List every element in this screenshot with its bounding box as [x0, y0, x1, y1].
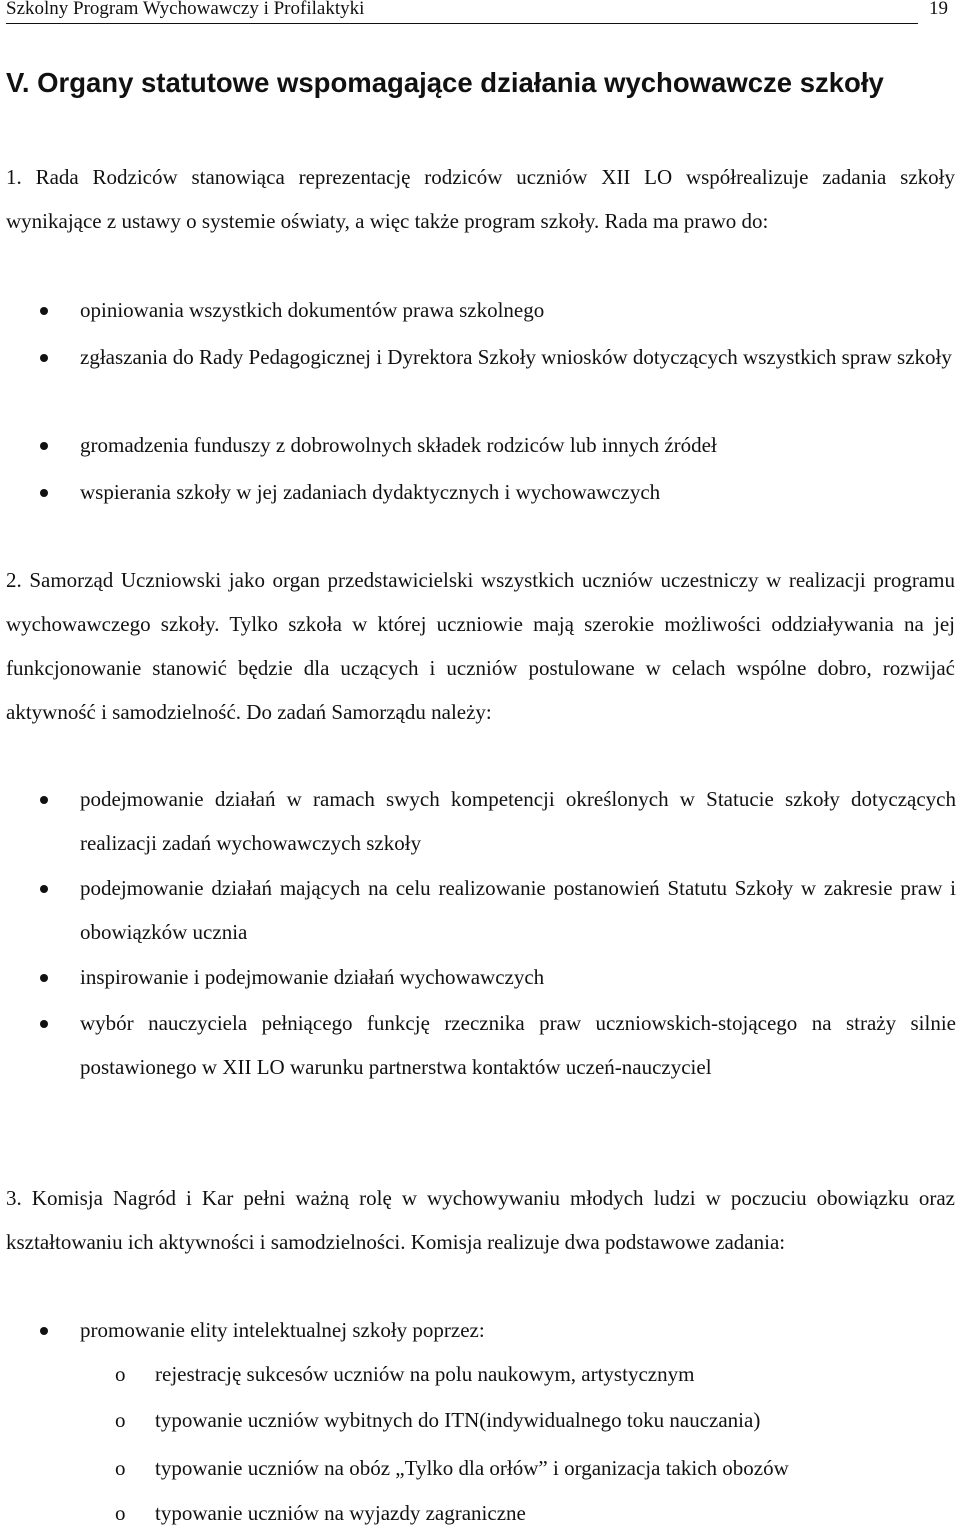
- bullet-icon: [40, 489, 48, 497]
- sub-list-item: [115, 1352, 955, 1396]
- sub-list-item-text: typowanie uczniów wybitnych do ITN(indywidualnego toku nauczania): [155, 1408, 761, 1432]
- sub-list-item: [115, 1446, 955, 1490]
- list-item: [80, 335, 956, 379]
- header-divider: [6, 23, 918, 24]
- sub-list-item-text: rejestrację sukcesów uczniów na polu naukowym, artystycznym: [155, 1362, 695, 1386]
- list-item: [80, 1308, 956, 1352]
- list-item: [80, 470, 956, 514]
- bullet-icon: [40, 307, 48, 315]
- sub-list-item: [115, 1398, 955, 1442]
- bullet-icon: [40, 1020, 48, 1028]
- bullet-icon: [40, 1327, 48, 1335]
- list-item: [80, 866, 956, 954]
- bullet-icon: [40, 442, 48, 450]
- header-title: Szkolny Program Wychowawczy i Profilaktyki: [6, 0, 365, 19]
- list-item-text: wspierania szkoły w jej zadaniach dydaktycznych i wychowawczych: [80, 480, 661, 504]
- list-item: [80, 423, 956, 467]
- list-item: [80, 777, 956, 865]
- list-item-text: inspirowanie i podejmowanie działań wychowawczych: [80, 965, 545, 989]
- list-item-text: zgłaszania do Rady Pedagogicznej i Dyrektora Szkoły wniosków dotyczących wszystkich spraw szkoły: [80, 345, 952, 369]
- list-item: [80, 288, 956, 332]
- page-number: 19: [929, 0, 948, 19]
- sub-list-item: [115, 1491, 955, 1535]
- paragraph-rada-rodzicow: 1. Rada Rodziców stanowiąca reprezentację rodziców uczniów XII LO współrealizuje zadania szkoły wynikające z ustawy o systemie oświaty, a więc także program szkoły. Rada ma prawo do:: [6, 165, 955, 233]
- list-item-text: podejmowanie działań mających na celu realizowanie postanowień Statutu Szkoły w zakresie praw i obowiązków ucznia: [80, 876, 956, 944]
- circle-bullet-icon: o: [115, 1456, 126, 1480]
- list-item-text: promowanie elity intelektualnej szkoły poprzez:: [80, 1318, 485, 1342]
- circle-bullet-icon: o: [115, 1408, 126, 1432]
- sub-list-item-text: typowanie uczniów na obóz „Tylko dla orłów” i organizacja takich obozów: [155, 1456, 789, 1480]
- section-title: V. Organy statutowe wspomagające działania wychowawcze szkoły: [6, 67, 884, 98]
- bullet-icon: [40, 796, 48, 804]
- list-item-text: opiniowania wszystkich dokumentów prawa szkolnego: [80, 298, 545, 322]
- list-item-text: gromadzenia funduszy z dobrowolnych składek rodziców lub innych źródeł: [80, 433, 717, 457]
- paragraph-komisja-nagrod-i-kar: 3. Komisja Nagród i Kar pełni ważną rolę w wychowywaniu młodych ludzi w poczuciu obowiązku oraz kształtowaniu ich aktywności i samodzielności. Komisja realizuje dwa podstawowe zadania:: [6, 1186, 955, 1254]
- list-item: [80, 955, 956, 999]
- circle-bullet-icon: o: [115, 1362, 126, 1386]
- bullet-icon: [40, 974, 48, 982]
- sub-list-item-text: typowanie uczniów na wyjazdy zagraniczne: [155, 1501, 526, 1525]
- page-header: [6, 0, 948, 22]
- bullet-icon: [40, 885, 48, 893]
- list-item: [80, 1001, 956, 1089]
- bullet-icon: [40, 354, 48, 362]
- list-item-text: wybór nauczyciela pełniącego funkcję rzecznika praw uczniowskich-stojącego na straży silnie postawionego w XII LO warunku partnerstwa kontaktów uczeń-nauczyciel: [80, 1011, 956, 1079]
- list-item-text: podejmowanie działań w ramach swych kompetencji określonych w Statucie szkoły dotyczących realizacji zadań wychowawczych szkoły: [80, 787, 956, 855]
- circle-bullet-icon: o: [115, 1501, 126, 1525]
- paragraph-samorzad-uczniowski: 2. Samorząd Uczniowski jako organ przedstawicielski wszystkich uczniów uczestniczy w realizacji programu wychowawczego szkoły. Tylko szkoła w której uczniowie mają szerokie możliwości oddziaływania na jej funkcjonowanie stanowić będzie dla uczących i uczniów postulowane w celach wspólne dobro, rozwijać aktywność i samodzielność. Do zadań Samorządu należy:: [6, 568, 955, 724]
